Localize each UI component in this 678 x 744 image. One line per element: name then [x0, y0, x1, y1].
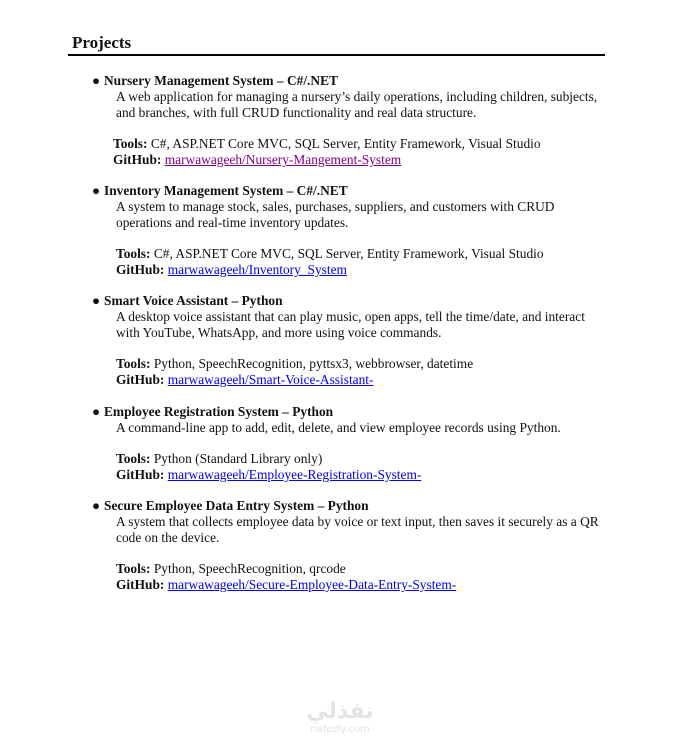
watermark-latin: nafezly.com — [310, 724, 370, 735]
bullet-icon: ● — [92, 73, 101, 88]
github-link[interactable]: marwawageeh/Smart-Voice-Assistant- — [167, 372, 374, 387]
github-link[interactable]: marwawageeh/Inventory_System — [167, 262, 347, 277]
watermark-logo — [290, 700, 390, 736]
project-item — [92, 404, 612, 483]
project-tools: Tools: Python, SpeechRecognition, pyttsx3, webbrowser, datetime — [116, 356, 474, 371]
project-tools: Tools: C#, ASP.NET Core MVC, SQL Server, Entity Framework, Visual Studio — [113, 136, 541, 151]
project-title: ● Employee Registration System – Python — [92, 404, 334, 419]
project-tools: Tools: C#, ASP.NET Core MVC, SQL Server, Entity Framework, Visual Studio — [116, 246, 544, 261]
project-title: ● Inventory Management System – C#/.NET — [92, 183, 348, 198]
github-link[interactable]: marwawageeh/Nursery-Mangement-System — [164, 152, 402, 167]
project-item — [92, 73, 612, 168]
project-item — [92, 498, 612, 593]
github-link[interactable]: marwawageeh/Secure-Employee-Data-Entry-System- — [167, 577, 457, 592]
github-link[interactable]: marwawageeh/Employee-Registration-System- — [167, 467, 422, 482]
project-description: A web application for managing a nursery’s daily operations, including children, subjects, and branches, with full CRUD functionality and real data structure. — [116, 89, 598, 120]
project-github: GitHub: marwawageeh/Smart-Voice-Assistant- — [116, 372, 374, 387]
watermark-arabic: نفذلي — [306, 699, 374, 724]
project-title: ● Secure Employee Data Entry System – Python — [92, 498, 369, 513]
bullet-icon: ● — [92, 293, 101, 308]
project-title: ● Nursery Management System – C#/.NET — [92, 73, 338, 88]
project-tools: Tools: Python (Standard Library only) — [116, 451, 323, 466]
project-github: GitHub: marwawageeh/Employee-Registration-System- — [116, 467, 422, 482]
bullet-icon: ● — [92, 404, 101, 419]
project-tools: Tools: Python, SpeechRecognition, qrcode — [116, 561, 346, 576]
project-description: A system that collects employee data by voice or text input, then saves it securely as a QR code on the device. — [116, 514, 599, 545]
project-description: A command-line app to add, edit, delete, and view employee records using Python. — [116, 420, 561, 435]
project-github: GitHub: marwawageeh/Nursery-Mangement-System — [113, 152, 402, 167]
project-description: A desktop voice assistant that can play music, open apps, tell the time/date, and interact with YouTube, WhatsApp, and more using voice commands. — [116, 309, 585, 340]
project-github: GitHub: marwawageeh/Secure-Employee-Data-Entry-System- — [116, 577, 457, 592]
project-item — [92, 293, 612, 388]
bullet-icon: ● — [92, 498, 101, 513]
project-github: GitHub: marwawageeh/Inventory_System — [116, 262, 347, 277]
bullet-icon: ● — [92, 183, 101, 198]
project-title: ● Smart Voice Assistant – Python — [92, 293, 283, 308]
heading-rule — [68, 54, 605, 56]
project-item — [92, 183, 612, 278]
project-description: A system to manage stock, sales, purchases, suppliers, and customers with CRUD operations and real-time inventory updates. — [116, 199, 555, 230]
section-heading: Projects — [72, 33, 132, 52]
